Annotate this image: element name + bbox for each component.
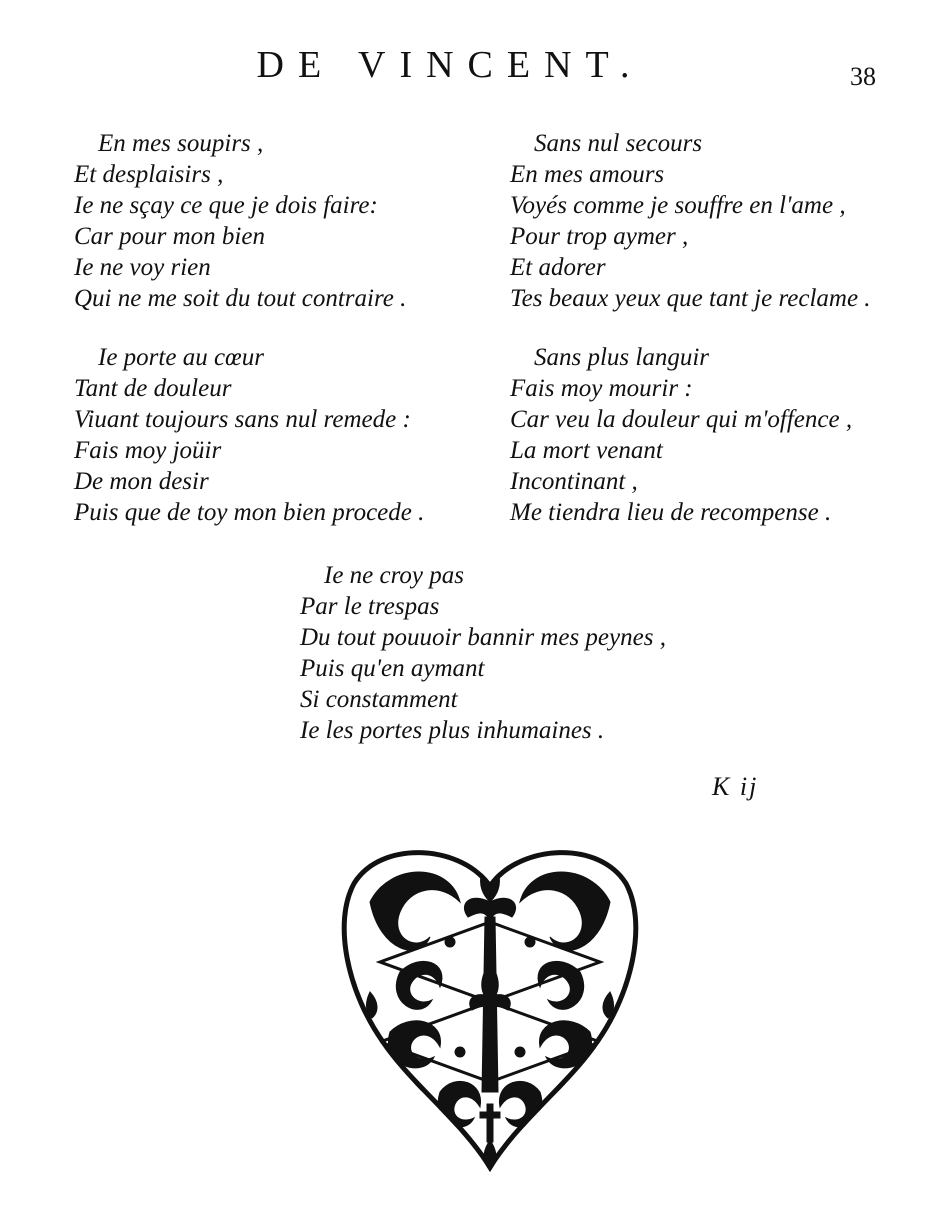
verse-line: Sans nul secours [534,130,703,157]
verse-line: Ie ne croy pas [324,562,464,589]
verse-line: En mes amours [510,161,665,188]
verse-line: Voyés comme je souffre en l'ame , [510,192,846,219]
verse-line: En mes soupirs , [98,130,264,157]
stanza-4 [510,342,852,528]
page-number: 38 [850,62,876,91]
verse-line: Viuant toujours sans nul remede : [74,406,411,433]
verse-line: Sans plus languir [534,344,710,371]
verse-line: Et desplaisirs , [74,161,224,188]
signature-mark: K ij [712,772,759,801]
stanza-1 [74,128,406,314]
verse-line: Ie porte au cœur [98,344,264,371]
verse-line: Car pour mon bien [74,223,265,250]
running-head: DE VINCENT. [256,44,644,86]
verse-line: De mon desir [74,468,209,495]
verse-line: Fais moy joüir [74,437,222,464]
verse-line: Et adorer [510,254,606,281]
verse-line: Incontinant , [510,468,638,495]
verse-line: Puis qu'en aymant [300,655,485,682]
verse-line: La mort venant [510,437,663,464]
verse-line: Ie ne sçay ce que je dois faire: [74,192,378,219]
stanza-5 [300,560,666,746]
verse-line: Qui ne me soit du tout contraire . [74,285,407,312]
heart-shaped-fleuron-ornament-icon [340,842,640,1182]
verse-line: Pour trop aymer , [510,223,689,250]
verse-line: Par le trespas [300,593,440,620]
stanza-2 [510,128,871,314]
stanza-3 [74,342,424,528]
verse-line: Tant de douleur [74,375,232,402]
verse-line: Puis que de toy mon bien procede . [74,499,425,526]
verse-line: Me tiendra lieu de recompense . [510,499,832,526]
verse-line: Car veu la douleur qui m'offence , [510,406,853,433]
verse-line: Ie les portes plus inhumaines . [300,717,605,744]
verse-line: Ie ne voy rien [74,254,211,281]
verse-line: Du tout pouuoir bannir mes peynes , [300,624,666,651]
verse-line: Fais moy mourir : [510,375,693,402]
verse-line: Tes beaux yeux que tant je reclame . [510,285,871,312]
verse-line: Si constamment [300,686,458,713]
